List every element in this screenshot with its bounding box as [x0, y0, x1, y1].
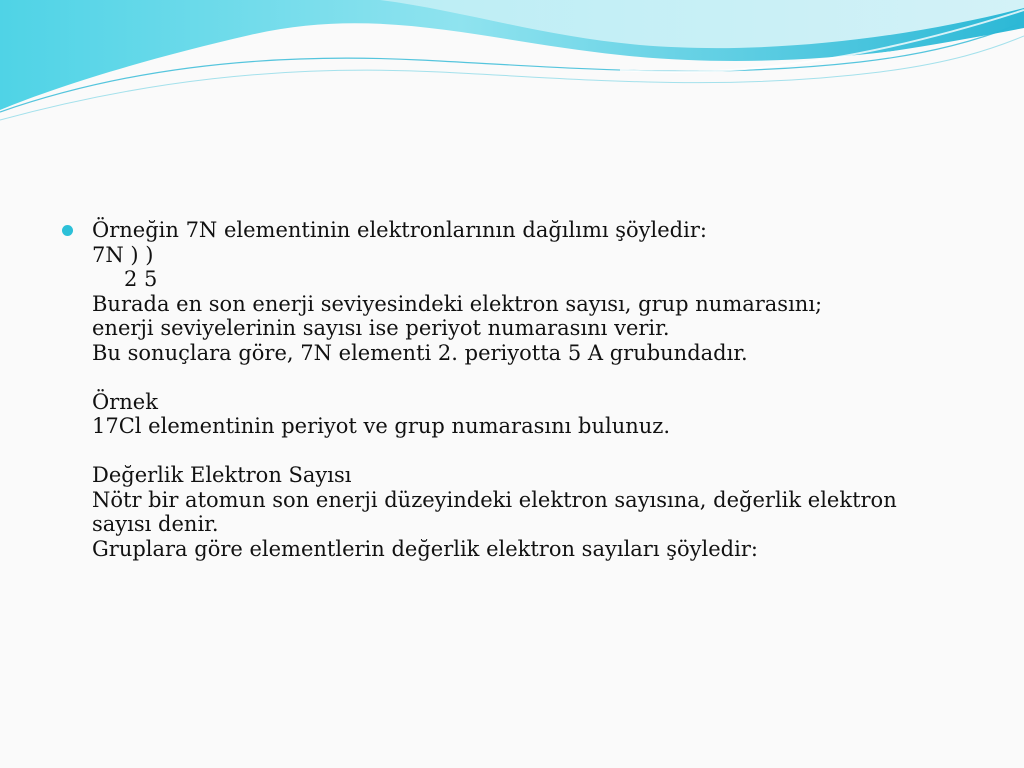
text-line: Örneğin 7N elementinin elektronlarının dağılımı şöyledir: [92, 218, 707, 242]
bullet-dot-icon [62, 225, 73, 236]
text-line: 17Cl elementinin periyot ve grup numarasını bulunuz. [92, 414, 671, 438]
bullet-text-block [92, 218, 897, 561]
text-line: Değerlik Elektron Sayısı [92, 463, 352, 487]
text-line: sayısı denir. [92, 512, 219, 536]
text-line: Burada en son enerji seviyesindeki elektron sayısı, grup numarasını; [92, 291, 823, 316]
text-line: enerji seviyelerinin sayısı ise periyot numarasını verir. [92, 316, 670, 340]
header-wave-decoration [0, 0, 1024, 130]
slide-body [62, 218, 962, 561]
text-line: 7N ) ) [92, 242, 154, 267]
blank-line [92, 365, 897, 390]
text-line: Örnek [92, 389, 158, 414]
blank-line [92, 439, 897, 464]
text-line: 2 5 [124, 267, 158, 291]
bullet-item [62, 218, 962, 561]
text-line: Bu sonuçlara göre, 7N elementi 2. periyotta 5 A grubundadır. [92, 340, 748, 365]
text-line: Nötr bir atomun son enerji düzeyindeki elektron sayısına, değerlik elektron [92, 487, 897, 512]
text-line: Gruplara göre elementlerin değerlik elektron sayıları şöyledir: [92, 536, 758, 561]
